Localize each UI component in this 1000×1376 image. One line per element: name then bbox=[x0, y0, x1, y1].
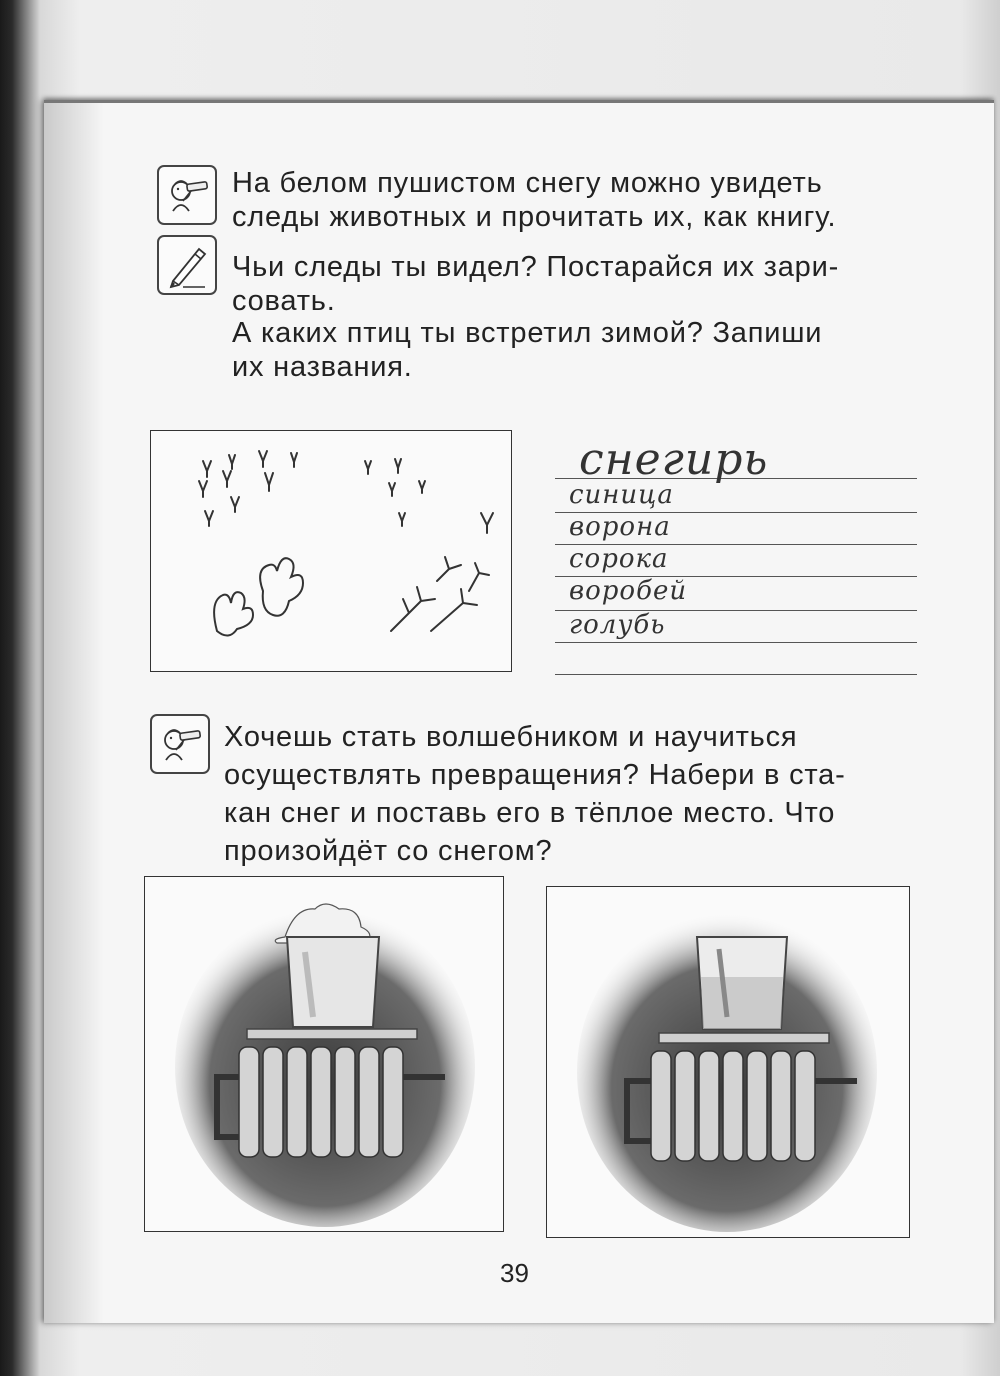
task1-intro-line-2: следы животных и прочитать их, как книгу. bbox=[232, 201, 837, 233]
bird-names-writing-area bbox=[555, 434, 917, 680]
task1-intro-line-1: На белом пушистом снегу можно увидеть bbox=[232, 167, 823, 199]
task2-line-1: Хочешь стать волшебником и научиться bbox=[224, 721, 798, 753]
task1-intro bbox=[232, 166, 920, 234]
telescope-child-icon bbox=[150, 714, 210, 774]
page-binding-shadow bbox=[44, 103, 104, 1323]
footprints-sketch bbox=[151, 431, 511, 671]
water-glass-on-radiator-illustration bbox=[546, 886, 910, 1238]
task2-text bbox=[224, 718, 914, 870]
handwritten-bird-5: воробей bbox=[569, 576, 688, 606]
writing-line bbox=[555, 674, 917, 675]
page-number: 39 bbox=[500, 1258, 529, 1288]
task1-birds-question bbox=[232, 316, 920, 384]
handwritten-bird-6: голубь bbox=[569, 610, 666, 640]
task1-question-line-2: совать. bbox=[232, 285, 336, 317]
task1-birds-line-1: А каких птиц ты встретил зимой? Запиши bbox=[232, 317, 823, 349]
task1-birds-line-2: их названия. bbox=[232, 351, 413, 383]
task2-line-4: произойдёт со снегом? bbox=[224, 835, 553, 867]
writing-line bbox=[555, 642, 917, 643]
handwritten-bird-1: снегирь bbox=[579, 434, 769, 485]
handwritten-bird-4: сорока bbox=[569, 544, 669, 574]
handwritten-bird-2: синица bbox=[569, 480, 674, 510]
telescope-child-icon bbox=[157, 165, 217, 225]
handwritten-bird-3: ворона bbox=[569, 512, 671, 542]
footprints-drawing-frame bbox=[150, 430, 512, 672]
task1-question bbox=[232, 250, 920, 318]
task2-line-3: кан снег и поставь его в тёплое место. Что bbox=[224, 797, 836, 829]
snow-glass-on-radiator-illustration bbox=[144, 876, 504, 1232]
task2-line-2: осуществлять превращения? Набери в ста- bbox=[224, 759, 846, 791]
task1-question-line-1: Чьи следы ты видел? Постарайся их зари- bbox=[232, 251, 840, 283]
pencil-icon bbox=[157, 235, 217, 295]
